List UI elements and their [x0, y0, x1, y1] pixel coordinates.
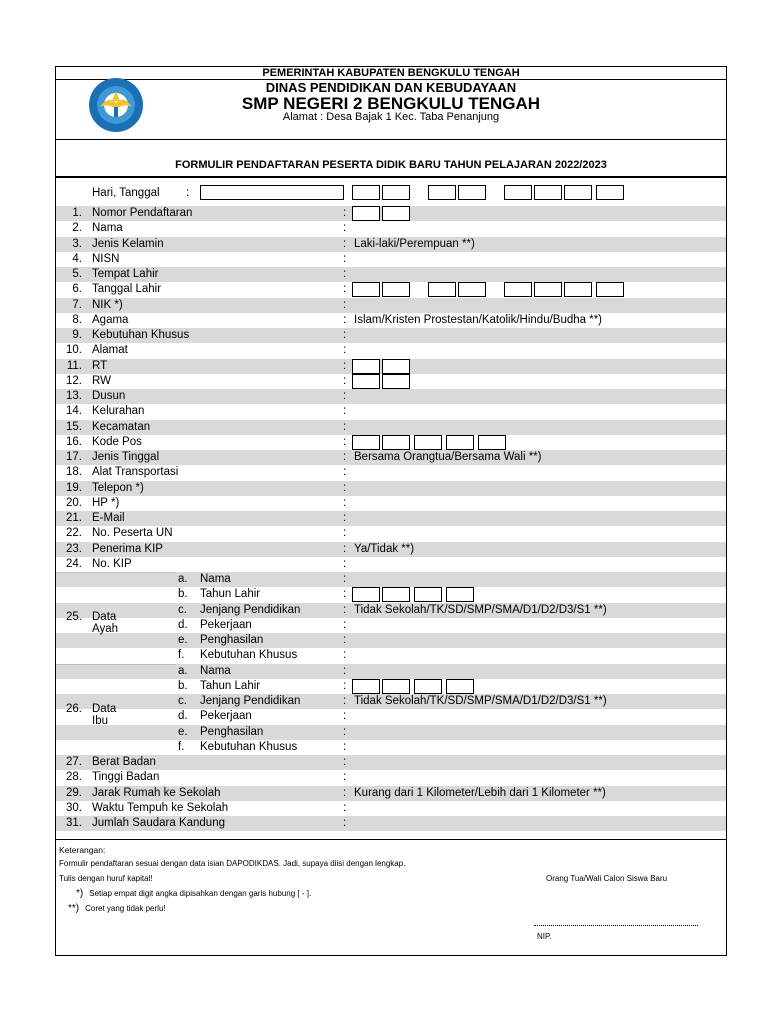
letterhead — [56, 67, 726, 140]
day-input-box[interactable] — [200, 185, 344, 200]
row-colon: : — [343, 374, 347, 387]
form-row — [56, 221, 726, 236]
group-divider — [56, 664, 176, 665]
row-colon: : — [343, 603, 347, 616]
row-number: 16. — [66, 435, 82, 448]
row-colon: : — [343, 756, 347, 768]
row-value[interactable]: Islam/Kristen Prostestan/Katolik/Hindu/Budha **) — [354, 313, 603, 326]
row-number: 19. — [66, 481, 82, 494]
row-number: 30. — [66, 801, 82, 814]
form-subrow — [56, 633, 726, 648]
row-label: Dusun — [92, 390, 126, 402]
digit-input-box[interactable] — [382, 359, 410, 374]
date-row — [56, 185, 726, 203]
digit-input-box[interactable] — [352, 359, 380, 374]
form-row — [56, 237, 726, 252]
government-title: PEMERINTAH KABUPATEN BENGKULU TENGAH — [56, 67, 726, 80]
digit-input-box[interactable] — [352, 206, 380, 221]
digit-input-box[interactable] — [564, 282, 592, 297]
row-value[interactable]: Kurang dari 1 Kilometer/Lebih dari 1 Kilometer **) — [354, 786, 606, 799]
row-label: Nama — [92, 222, 123, 235]
row-label: Alamat — [92, 344, 128, 357]
digit-input-box[interactable] — [478, 435, 506, 450]
row-number: 28. — [66, 771, 82, 784]
school-address: Alamat : Desa Bajak 1 Kec. Taba Penanjung — [282, 111, 500, 123]
row-colon: : — [343, 634, 347, 646]
sub-letter: e. — [178, 725, 188, 738]
row-number: 10. — [66, 344, 82, 357]
digit-input-box[interactable] — [382, 374, 410, 389]
row-colon: : — [343, 573, 347, 585]
notes-line-2: Tulis dengan huruf kapital! — [59, 874, 153, 883]
row-colon: : — [343, 710, 347, 723]
row-number: 18. — [66, 466, 82, 479]
form-row — [56, 755, 726, 770]
form-subrow — [56, 740, 726, 755]
form-title: FORMULIR PENDAFTARAN PESERTA DIDIK BARU TAHUN PELAJARAN 2022/2023 — [56, 140, 726, 178]
form-row — [56, 542, 726, 557]
sub-letter: f. — [178, 649, 185, 662]
row-label: No. Peserta UN — [92, 527, 173, 540]
row-number: 14. — [66, 405, 82, 418]
row-number: 31. — [66, 817, 82, 829]
form-footer — [56, 839, 726, 954]
date-colon: : — [186, 187, 190, 199]
row-number: 9. — [72, 329, 82, 341]
form-row — [56, 267, 726, 282]
date-label: Hari, Tanggal — [92, 187, 160, 199]
sub-letter: d. — [178, 710, 188, 723]
form-row — [56, 389, 726, 404]
row-label: Tempat Lahir — [92, 268, 159, 280]
row-number: 15. — [66, 420, 82, 433]
row-number: 6. — [72, 283, 82, 296]
row-number: 22. — [66, 527, 82, 540]
row-label: NIK *) — [92, 298, 123, 311]
form-row — [56, 298, 726, 313]
row-number: 5. — [72, 268, 82, 280]
year-digit-box[interactable] — [504, 185, 532, 200]
row-colon: : — [343, 268, 347, 280]
row-number: 17. — [66, 451, 82, 463]
row-colon: : — [343, 527, 347, 540]
row-number: 7. — [72, 298, 82, 311]
row-colon: : — [343, 435, 347, 448]
double-star-text: Coret yang tidak perlu! — [85, 904, 166, 913]
form-row — [56, 282, 726, 297]
sub-label: Tahun Lahir — [200, 679, 261, 692]
row-label: Penerima KIP — [92, 542, 163, 555]
row-colon: : — [343, 344, 347, 357]
row-number: 3. — [72, 237, 82, 250]
row-number: 12. — [66, 374, 82, 387]
row-value[interactable]: Bersama Orangtua/Bersama Wali **) — [354, 451, 542, 463]
form-subrow — [56, 618, 726, 633]
department-title: DINAS PENDIDIKAN DAN KEBUDAYAAN — [265, 80, 517, 95]
digit-input-box[interactable] — [352, 435, 380, 450]
row-colon: : — [343, 405, 347, 418]
group-number: 26. — [66, 702, 82, 715]
parent-signature-label: Orang Tua/Wali Calon Siswa Baru — [546, 874, 668, 883]
row-colon: : — [343, 817, 347, 829]
form-row — [56, 786, 726, 801]
group-label: Data Ibu — [92, 702, 117, 727]
row-colon: : — [343, 222, 347, 235]
sub-label: Pekerjaan — [200, 618, 252, 631]
row-colon: : — [343, 557, 347, 570]
form-row — [56, 526, 726, 541]
form-row — [56, 496, 726, 511]
row-label: Kecamatan — [92, 420, 151, 433]
row-label: Berat Badan — [92, 756, 156, 768]
row-colon: : — [343, 618, 347, 631]
row-colon: : — [343, 725, 347, 738]
row-colon: : — [343, 588, 347, 601]
row-number: 27. — [66, 756, 82, 768]
row-number: 2. — [72, 222, 82, 235]
row-colon: : — [343, 512, 347, 524]
sub-label: Nama — [200, 573, 231, 585]
sub-letter: f. — [178, 740, 185, 753]
row-value[interactable]: Ya/Tidak **) — [354, 542, 415, 555]
form-subrow — [56, 587, 726, 602]
form-row — [56, 511, 726, 526]
form-subrow — [56, 725, 726, 740]
row-colon: : — [343, 359, 347, 372]
row-label: Jarak Rumah ke Sekolah — [92, 786, 221, 799]
form-subrow — [56, 664, 726, 679]
row-colon: : — [343, 329, 347, 341]
digit-input-box[interactable] — [382, 587, 410, 602]
row-number: 4. — [72, 252, 82, 265]
row-label: Tinggi Badan — [92, 771, 160, 784]
group-number: 25. — [66, 611, 82, 624]
digit-input-box[interactable] — [446, 435, 474, 450]
sub-letter: a. — [178, 573, 188, 585]
form-row — [56, 404, 726, 419]
school-name: SMP NEGERI 2 BENGKULU TENGAH — [241, 94, 541, 113]
form-row — [56, 359, 726, 374]
row-label: RT — [92, 359, 108, 372]
row-colon: : — [343, 252, 347, 265]
row-number: 13. — [66, 390, 82, 402]
row-colon: : — [343, 496, 347, 509]
row-label: Kebutuhan Khusus — [92, 329, 190, 341]
group-label: Data Ayah — [92, 611, 119, 636]
digit-input-box[interactable] — [446, 679, 474, 694]
row-label: No. KIP — [92, 557, 132, 570]
row-label: HP *) — [92, 496, 120, 509]
sub-letter: e. — [178, 634, 188, 646]
row-colon: : — [343, 786, 347, 799]
row-number: 21. — [66, 512, 82, 524]
form-row — [56, 557, 726, 572]
row-value[interactable]: Laki-laki/Perempuan **) — [354, 237, 475, 250]
digit-input-box[interactable] — [382, 435, 410, 450]
row-label: Nomor Pendaftaran — [92, 207, 193, 219]
row-number: 1. — [72, 207, 82, 219]
digit-input-box[interactable] — [414, 587, 442, 602]
row-label: Telepon *) — [92, 481, 144, 494]
row-colon: : — [343, 283, 347, 296]
form-subrow — [56, 648, 726, 663]
row-colon: : — [343, 313, 347, 326]
form-row — [56, 435, 726, 450]
sub-letter: b. — [178, 588, 188, 601]
form-row — [56, 252, 726, 267]
row-label: Agama — [92, 313, 129, 326]
form-row — [56, 465, 726, 480]
row-label: Jenis Tinggal — [92, 451, 160, 463]
row-colon: : — [343, 207, 347, 219]
form-row — [56, 206, 726, 221]
row-label: RW — [92, 374, 111, 387]
row-colon: : — [343, 649, 347, 662]
sub-letter: a. — [178, 664, 188, 677]
row-colon: : — [343, 298, 347, 311]
group-divider — [56, 572, 176, 573]
digit-input-box[interactable] — [458, 282, 486, 297]
digit-input-box[interactable] — [534, 282, 562, 297]
row-number: 23. — [66, 542, 82, 555]
sub-label: Jenjang Pendidikan — [200, 695, 301, 707]
signature-line[interactable] — [534, 925, 698, 926]
digit-input-box[interactable] — [504, 282, 532, 297]
year-digit-box[interactable] — [534, 185, 562, 200]
row-colon: : — [343, 466, 347, 479]
digit-input-box[interactable] — [352, 282, 380, 297]
nip-label: NIP. — [537, 932, 552, 941]
sub-label: Pekerjaan — [200, 710, 252, 723]
row-label: E-Mail — [92, 512, 125, 524]
date-digit-box[interactable] — [382, 185, 410, 200]
sub-letter: b. — [178, 679, 188, 692]
sub-label: Kebutuhan Khusus — [200, 740, 298, 753]
sub-letter: c. — [178, 603, 187, 616]
row-colon: : — [343, 771, 347, 784]
single-star-mark: *) — [76, 888, 84, 899]
row-colon: : — [343, 481, 347, 494]
row-colon: : — [343, 740, 347, 753]
sub-label: Jenjang Pendidikan — [200, 603, 301, 616]
digit-input-box[interactable] — [446, 587, 474, 602]
form-subrow — [56, 679, 726, 694]
form-subrow — [56, 709, 726, 724]
row-value[interactable]: Tidak Sekolah/TK/SD/SMP/SMA/D1/D2/D3/S1 **) — [354, 695, 607, 707]
registration-form-sheet — [55, 66, 727, 956]
digit-input-box[interactable] — [596, 282, 624, 297]
form-subrow — [56, 694, 726, 709]
digit-input-box[interactable] — [352, 374, 380, 389]
digit-input-box[interactable] — [382, 282, 410, 297]
form-row — [56, 374, 726, 389]
date-digit-box[interactable] — [352, 185, 380, 200]
row-label: Alat Transportasi — [92, 466, 179, 479]
row-colon: : — [343, 801, 347, 814]
form-row — [56, 450, 726, 465]
double-star-mark: **) — [68, 903, 80, 914]
sub-label: Tahun Lahir — [200, 588, 261, 601]
row-label: Waktu Tempuh ke Sekolah — [92, 801, 229, 814]
row-label: Jumlah Saudara Kandung — [92, 817, 225, 829]
note-single-star — [76, 888, 311, 899]
digit-input-box[interactable] — [352, 679, 380, 694]
single-star-text: Setiap empat digit angka dipisahkan dengan garis hubung [ - ]. — [89, 889, 312, 898]
row-colon: : — [343, 451, 347, 463]
row-colon: : — [343, 420, 347, 433]
year-digit-box[interactable] — [596, 185, 624, 200]
form-row — [56, 481, 726, 496]
digit-input-box[interactable] — [382, 206, 410, 221]
row-number: 8. — [72, 313, 82, 326]
form-row — [56, 801, 726, 816]
digit-input-box[interactable] — [414, 435, 442, 450]
digit-input-box[interactable] — [428, 282, 456, 297]
row-label: NISN — [92, 252, 120, 265]
form-row — [56, 313, 726, 328]
row-colon: : — [343, 695, 347, 707]
sub-letter: d. — [178, 618, 188, 631]
row-colon: : — [343, 542, 347, 555]
row-label: Kode Pos — [92, 435, 142, 448]
month-digit-box[interactable] — [458, 185, 486, 200]
row-label: Kelurahan — [92, 405, 145, 418]
digit-input-box[interactable] — [352, 587, 380, 602]
row-label: Jenis Kelamin — [92, 237, 164, 250]
notes-heading: Keterangan: — [59, 845, 106, 855]
row-label: Tanggal Lahir — [92, 283, 162, 296]
row-colon: : — [343, 679, 347, 692]
form-row — [56, 343, 726, 358]
form-row — [56, 816, 726, 831]
sub-label: Kebutuhan Khusus — [200, 649, 298, 662]
sub-letter: c. — [178, 695, 187, 707]
form-row — [56, 770, 726, 785]
form-subrow — [56, 572, 726, 587]
note-double-star — [68, 903, 166, 914]
digit-input-box[interactable] — [382, 679, 410, 694]
row-colon: : — [343, 390, 347, 402]
row-number: 24. — [66, 557, 82, 570]
form-row — [56, 328, 726, 343]
sub-label: Nama — [200, 664, 231, 677]
notes-line-1: Formulir pendaftaran sesuai dengan data isian DAPODIKDAS. Jadi, supaya diisi dengan lengkap. — [59, 859, 406, 868]
row-number: 11. — [66, 359, 82, 372]
digit-input-box[interactable] — [414, 679, 442, 694]
row-number: 29. — [66, 786, 82, 799]
form-row — [56, 420, 726, 435]
sub-label: Penghasilan — [200, 725, 264, 738]
row-number: 20. — [66, 496, 82, 509]
row-colon: : — [343, 664, 347, 677]
row-value[interactable]: Tidak Sekolah/TK/SD/SMP/SMA/D1/D2/D3/S1 **) — [354, 603, 607, 616]
month-digit-box[interactable] — [428, 185, 456, 200]
sub-label: Penghasilan — [200, 634, 264, 646]
row-colon: : — [343, 237, 347, 250]
form-subrow — [56, 603, 726, 618]
year-digit-box[interactable] — [564, 185, 592, 200]
